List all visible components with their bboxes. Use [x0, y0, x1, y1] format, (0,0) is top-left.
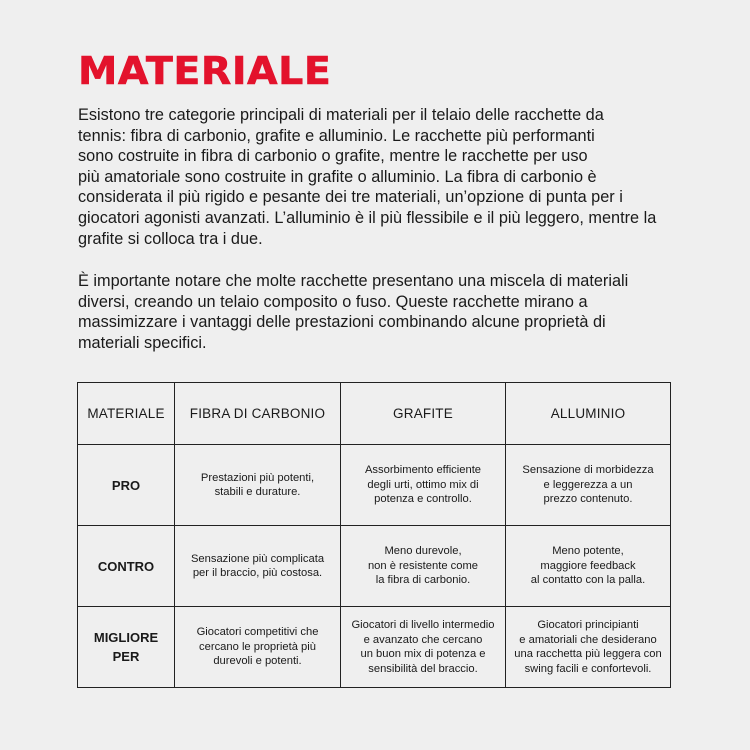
row-label-line: PER [112, 649, 140, 664]
table-cell [506, 445, 671, 526]
cell-line: Giocatori principianti [537, 619, 639, 631]
text-line: tennis: fibra di carbonio, grafite e alluminio. Le racchette più performanti [78, 126, 595, 145]
header-cell-fibra-di-carbonio: FIBRA DI CARBONIO [175, 383, 341, 445]
cell-line: Assorbimento efficiente [364, 464, 482, 477]
cell-line: stabili e durature. [214, 486, 301, 498]
text-line: diversi, creando un telaio composito o fuso. Queste racchette mirano a [78, 292, 588, 311]
table-cell [341, 526, 506, 607]
row-label-line: CONTRO [97, 558, 155, 574]
cell-line: al contatto con la palla. [530, 574, 646, 587]
cell-line: Meno potente, [552, 545, 624, 558]
table-cell [341, 445, 506, 526]
note-paragraph [78, 271, 678, 353]
text-line: massimizzare i vantaggi delle prestazioni combinando alcune proprietà di [78, 313, 606, 332]
cell-line: la fibra di carbonio. [375, 574, 471, 587]
cell-line: Meno durevole, [384, 545, 462, 558]
text-line: considerata il più rigido e pesante dei tre materiali, un’opzione di punta per i [78, 188, 623, 207]
text-line: giocatori agonisti avanzati. L’alluminio è il più flessibile e il più leggero, mentre la [78, 208, 657, 227]
cell-line: una racchetta più leggera con [514, 648, 662, 660]
header-cell-materiale: MATERIALE [78, 383, 175, 445]
row-label-line: MIGLIORE [93, 630, 159, 645]
cell-line: Sensazione di morbidezza [522, 464, 654, 477]
cell-line: Giocatori competitivi che [196, 626, 319, 639]
text-line: sono costruite in fibra di carbonio o grafite, mentre le racchette per uso [78, 147, 588, 166]
cell-line: e amatoriali che desiderano [519, 633, 657, 646]
row-label-pro [78, 445, 175, 526]
text-line: È importante notare che molte racchette presentano una miscela di materiali [78, 272, 629, 290]
cell-line: e avanzato che cercano [363, 633, 483, 646]
text-line: Esistono tre categorie principali di materiali per il telaio delle racchette da [78, 106, 604, 124]
cell-line: durevoli e potenti. [213, 655, 302, 668]
cell-line: cercano le proprietà più [199, 640, 316, 653]
cell-line: non è resistente come [367, 559, 479, 572]
cell-line: Prestazioni più potenti, [200, 471, 315, 484]
text-line: più amatoriale sono costruite in grafite o alluminio. La fibra di carbonio è [78, 167, 597, 186]
cell-line: degli urti, ottimo mix di [367, 478, 479, 491]
cell-line: Sensazione più complicata [190, 552, 325, 565]
row-label-migliore-per [78, 607, 175, 688]
page-title: MATERIALE [78, 49, 332, 93]
table-cell [175, 607, 341, 688]
table-header-row [78, 383, 671, 445]
cell-line: swing facili e confortevoli. [524, 662, 652, 675]
materials-comparison-table [77, 382, 671, 688]
cell-line: potenza e controllo. [374, 493, 472, 506]
table-row-contro [78, 526, 671, 607]
header-cell-alluminio: ALLUMINIO [506, 383, 671, 445]
cell-line: un buon mix di potenza e [360, 648, 486, 660]
table-cell [175, 526, 341, 607]
cell-line: per il braccio, più costosa. [192, 567, 323, 579]
text-line: grafite si colloca tra i due. [78, 229, 263, 248]
header-cell-grafite: GRAFITE [341, 383, 506, 445]
table-cell [506, 526, 671, 607]
table-cell [175, 445, 341, 526]
table-cell [506, 607, 671, 688]
table-row-pro [78, 445, 671, 526]
table-cell [341, 607, 506, 688]
cell-line: maggiore feedback [540, 559, 636, 572]
cell-line: prezzo contenuto. [543, 493, 633, 506]
table-row-migliore-per [78, 607, 671, 688]
cell-line: sensibilità del braccio. [368, 662, 478, 675]
text-line: materiali specifici. [78, 333, 207, 352]
intro-paragraph [78, 105, 678, 249]
cell-line: e leggerezza a un [543, 478, 633, 491]
row-label-line: PRO [111, 477, 141, 493]
cell-line: Giocatori di livello intermedio [351, 619, 495, 631]
row-label-contro [78, 526, 175, 607]
